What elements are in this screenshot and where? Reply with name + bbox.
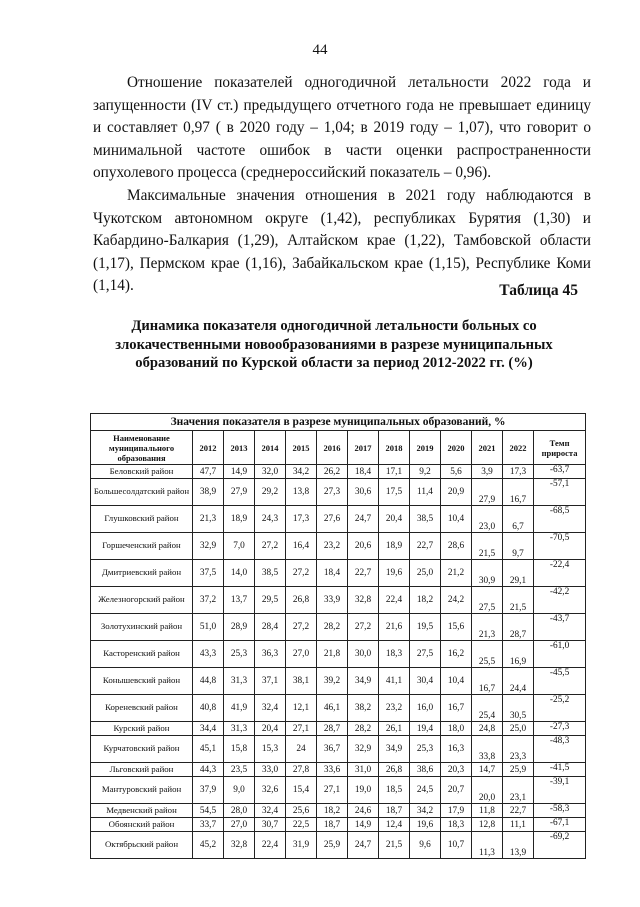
- row-value: 9,6: [410, 832, 441, 859]
- row-value: 37,5: [193, 560, 224, 587]
- row-value: 39,2: [317, 668, 348, 695]
- row-value: 12,1: [286, 695, 317, 722]
- row-value: 25,3: [224, 641, 255, 668]
- row-value: 28,2: [348, 722, 379, 736]
- row-tempo: -68,5: [534, 506, 586, 533]
- table-row: [91, 614, 586, 641]
- row-value: 27,9: [472, 479, 503, 506]
- row-value: 54,5: [193, 804, 224, 818]
- row-value: 25,6: [286, 804, 317, 818]
- row-value: 24,5: [410, 777, 441, 804]
- row-value: 40,8: [193, 695, 224, 722]
- row-value: 38,6: [410, 763, 441, 777]
- row-value: 14,7: [472, 763, 503, 777]
- row-value: 16,7: [503, 479, 534, 506]
- row-value: 15,8: [224, 736, 255, 763]
- row-tempo: -27,3: [534, 722, 586, 736]
- row-value: 10,4: [441, 506, 472, 533]
- row-value: 27,0: [224, 818, 255, 832]
- row-value: 27,5: [410, 641, 441, 668]
- row-value: 34,9: [379, 736, 410, 763]
- row-value: 20,0: [472, 777, 503, 804]
- row-value: 27,3: [317, 479, 348, 506]
- row-value: 33,8: [472, 736, 503, 763]
- row-value: 38,5: [410, 506, 441, 533]
- col-header-tempo: Темп прироста: [534, 431, 586, 465]
- row-value: 9,2: [410, 465, 441, 479]
- row-name: Кореневский район: [91, 695, 193, 722]
- row-value: 16,4: [286, 533, 317, 560]
- row-value: 21,5: [379, 832, 410, 859]
- row-value: 18,9: [379, 533, 410, 560]
- col-header-year: 2014: [255, 431, 286, 465]
- row-value: 28,6: [441, 533, 472, 560]
- row-value: 25,3: [410, 736, 441, 763]
- row-value: 28,4: [255, 614, 286, 641]
- row-value: 18,3: [441, 818, 472, 832]
- row-value: 26,8: [286, 587, 317, 614]
- row-value: 33,9: [317, 587, 348, 614]
- row-name: Золотухинский район: [91, 614, 193, 641]
- row-value: 18,7: [317, 818, 348, 832]
- row-tempo: -43,7: [534, 614, 586, 641]
- row-name: Мантуровский район: [91, 777, 193, 804]
- row-value: 16,2: [441, 641, 472, 668]
- row-tempo: -25,2: [534, 695, 586, 722]
- row-value: 16,3: [441, 736, 472, 763]
- row-name: Беловский район: [91, 465, 193, 479]
- row-value: 23,2: [379, 695, 410, 722]
- row-value: 25,9: [317, 832, 348, 859]
- row-value: 24,3: [255, 506, 286, 533]
- row-value: 19,6: [379, 560, 410, 587]
- row-value: 51,0: [193, 614, 224, 641]
- row-value: 23,0: [472, 506, 503, 533]
- row-value: 21,5: [503, 587, 534, 614]
- row-value: 32,6: [255, 777, 286, 804]
- col-header-year: 2013: [224, 431, 255, 465]
- row-value: 19,6: [410, 818, 441, 832]
- table-row: [91, 465, 586, 479]
- row-value: 27,2: [286, 614, 317, 641]
- row-name: Курский район: [91, 722, 193, 736]
- row-value: 20,4: [379, 506, 410, 533]
- row-value: 37,9: [193, 777, 224, 804]
- row-value: 32,4: [255, 695, 286, 722]
- row-value: 21,6: [379, 614, 410, 641]
- row-name: Конышевский район: [91, 668, 193, 695]
- table-row: [91, 804, 586, 818]
- row-value: 18,0: [441, 722, 472, 736]
- row-value: 30,5: [503, 695, 534, 722]
- table-row: [91, 506, 586, 533]
- row-tempo: -69,2: [534, 832, 586, 859]
- row-value: 16,9: [503, 641, 534, 668]
- row-value: 45,1: [193, 736, 224, 763]
- row-value: 18,4: [317, 560, 348, 587]
- row-tempo: -57,1: [534, 479, 586, 506]
- col-header-year: 2012: [193, 431, 224, 465]
- row-value: 29,1: [503, 560, 534, 587]
- row-value: 28,0: [224, 804, 255, 818]
- row-value: 18,2: [317, 804, 348, 818]
- row-tempo: -45,5: [534, 668, 586, 695]
- row-value: 23,2: [317, 533, 348, 560]
- row-value: 23,3: [503, 736, 534, 763]
- row-value: 44,8: [193, 668, 224, 695]
- row-value: 28,7: [317, 722, 348, 736]
- row-tempo: -63,7: [534, 465, 586, 479]
- row-value: 11,3: [472, 832, 503, 859]
- row-value: 44,3: [193, 763, 224, 777]
- row-value: 34,9: [348, 668, 379, 695]
- row-value: 11,4: [410, 479, 441, 506]
- row-value: 37,2: [193, 587, 224, 614]
- table-row: [91, 722, 586, 736]
- row-value: 43,3: [193, 641, 224, 668]
- row-value: 45,2: [193, 832, 224, 859]
- row-value: 38,9: [193, 479, 224, 506]
- row-value: 31,0: [348, 763, 379, 777]
- row-value: 20,7: [441, 777, 472, 804]
- row-value: 13,9: [503, 832, 534, 859]
- row-value: 27,2: [286, 560, 317, 587]
- row-value: 15,6: [441, 614, 472, 641]
- row-name: Горшеченский район: [91, 533, 193, 560]
- row-value: 21,8: [317, 641, 348, 668]
- row-value: 17,1: [379, 465, 410, 479]
- row-value: 30,0: [348, 641, 379, 668]
- row-value: 30,6: [348, 479, 379, 506]
- row-value: 25,5: [472, 641, 503, 668]
- row-name: Глушковский район: [91, 506, 193, 533]
- row-value: 25,9: [503, 763, 534, 777]
- row-value: 11,8: [472, 804, 503, 818]
- row-name: Курчатовский район: [91, 736, 193, 763]
- row-value: 32,9: [193, 533, 224, 560]
- paragraph-2: Максимальные значения отношения в 2021 году наблюдаются в Чукотском автономном округе (1,42), республиках Бурятия (1,30) и Кабардино-Балкария (1,29), Алтайском крае (1,22), Тамбовской области (1,17), Пермском крае (1,16), Забайкальском крае (1,15), Республике Коми (1,14).: [93, 187, 591, 294]
- row-value: 18,2: [410, 587, 441, 614]
- row-value: 33,7: [193, 818, 224, 832]
- row-value: 41,1: [379, 668, 410, 695]
- row-value: 25,0: [503, 722, 534, 736]
- row-value: 28,7: [503, 614, 534, 641]
- table-row: [91, 668, 586, 695]
- table-row: [91, 736, 586, 763]
- row-value: 11,1: [503, 818, 534, 832]
- row-value: 23,1: [503, 777, 534, 804]
- row-value: 18,7: [379, 804, 410, 818]
- col-header-year: 2022: [503, 431, 534, 465]
- row-value: 15,3: [255, 736, 286, 763]
- row-value: 20,3: [441, 763, 472, 777]
- row-tempo: -61,0: [534, 641, 586, 668]
- row-tempo: -58,3: [534, 804, 586, 818]
- row-value: 18,5: [379, 777, 410, 804]
- row-value: 24: [286, 736, 317, 763]
- row-name: Большесолдатский район: [91, 479, 193, 506]
- row-value: 26,8: [379, 763, 410, 777]
- row-value: 29,2: [255, 479, 286, 506]
- row-value: 27,5: [472, 587, 503, 614]
- row-tempo: -48,3: [534, 736, 586, 763]
- row-value: 24,2: [441, 587, 472, 614]
- row-value: 46,1: [317, 695, 348, 722]
- col-header-name: Наименование муниципального образования: [91, 431, 193, 465]
- row-value: 27,0: [286, 641, 317, 668]
- row-tempo: -22,4: [534, 560, 586, 587]
- table-row: [91, 533, 586, 560]
- row-value: 26,1: [379, 722, 410, 736]
- row-value: 27,9: [224, 479, 255, 506]
- table-row: [91, 818, 586, 832]
- row-value: 38,2: [348, 695, 379, 722]
- table-main-header: Значения показателя в разрезе муниципальных образований, %: [91, 414, 586, 431]
- row-name: Медвенский район: [91, 804, 193, 818]
- row-value: 38,5: [255, 560, 286, 587]
- row-tempo: -42,2: [534, 587, 586, 614]
- row-value: 28,2: [317, 614, 348, 641]
- page-number: 44: [312, 42, 328, 58]
- row-value: 22,4: [255, 832, 286, 859]
- table-row: [91, 777, 586, 804]
- row-value: 9,7: [503, 533, 534, 560]
- row-value: 30,7: [255, 818, 286, 832]
- row-tempo: -41,5: [534, 763, 586, 777]
- row-value: 22,7: [348, 560, 379, 587]
- row-value: 31,9: [286, 832, 317, 859]
- row-value: 33,6: [317, 763, 348, 777]
- row-value: 34,4: [193, 722, 224, 736]
- row-value: 29,5: [255, 587, 286, 614]
- table-row: [91, 560, 586, 587]
- row-name: Льговский район: [91, 763, 193, 777]
- row-value: 47,7: [193, 465, 224, 479]
- row-value: 20,9: [441, 479, 472, 506]
- row-value: 18,3: [379, 641, 410, 668]
- row-value: 10,4: [441, 668, 472, 695]
- row-value: 33,0: [255, 763, 286, 777]
- row-value: 24,8: [472, 722, 503, 736]
- row-value: 15,4: [286, 777, 317, 804]
- row-value: 19,0: [348, 777, 379, 804]
- row-value: 31,3: [224, 668, 255, 695]
- row-value: 21,2: [441, 560, 472, 587]
- lethality-table: [90, 413, 586, 859]
- row-value: 25,0: [410, 560, 441, 587]
- row-value: 30,4: [410, 668, 441, 695]
- row-value: 34,2: [410, 804, 441, 818]
- row-value: 32,4: [255, 804, 286, 818]
- row-value: 14,9: [224, 465, 255, 479]
- row-value: 12,8: [472, 818, 503, 832]
- row-value: 27,1: [286, 722, 317, 736]
- table-title: Динамика показателя одногодичной летальности больных со злокачественными новообразованиями в разрезе муниципальных образований по Курской области за период 2012-2022 гг. (%): [115, 318, 553, 371]
- row-value: 16,7: [441, 695, 472, 722]
- row-value: 18,9: [224, 506, 255, 533]
- col-header-year: 2015: [286, 431, 317, 465]
- row-value: 17,3: [286, 506, 317, 533]
- row-value: 32,0: [255, 465, 286, 479]
- row-value: 17,3: [503, 465, 534, 479]
- row-value: 21,3: [193, 506, 224, 533]
- row-tempo: -39,1: [534, 777, 586, 804]
- paragraph-1: Отношение показателей одногодичной летальности 2022 года и запущенности (IV ст.) предыдущего отчетного года не превышает единицу и составляет 0,97 ( в 2020 году – 1,04; в 2019 году – 1,07), что говорит о минимальной частоте ошибок в части оценки распространенности опухолевого процесса (среднероссийский показатель – 0,96).: [93, 74, 591, 181]
- row-value: 24,6: [348, 804, 379, 818]
- row-value: 34,2: [286, 465, 317, 479]
- row-name: Железногорский район: [91, 587, 193, 614]
- table-row: [91, 832, 586, 859]
- row-value: 12,4: [379, 818, 410, 832]
- row-tempo: -70,5: [534, 533, 586, 560]
- row-value: 18,4: [348, 465, 379, 479]
- row-value: 19,4: [410, 722, 441, 736]
- row-value: 25,4: [472, 695, 503, 722]
- row-value: 30,9: [472, 560, 503, 587]
- row-value: 20,6: [348, 533, 379, 560]
- row-value: 9,0: [224, 777, 255, 804]
- col-header-year: 2017: [348, 431, 379, 465]
- col-header-year: 2020: [441, 431, 472, 465]
- table-row: [91, 587, 586, 614]
- row-value: 24,7: [348, 832, 379, 859]
- row-name: Обоянский район: [91, 818, 193, 832]
- col-header-year: 2018: [379, 431, 410, 465]
- row-value: 32,8: [348, 587, 379, 614]
- row-value: 27,2: [255, 533, 286, 560]
- col-header-year: 2019: [410, 431, 441, 465]
- row-value: 37,1: [255, 668, 286, 695]
- row-value: 22,4: [379, 587, 410, 614]
- row-value: 23,5: [224, 763, 255, 777]
- row-value: 13,8: [286, 479, 317, 506]
- row-value: 26,2: [317, 465, 348, 479]
- row-value: 16,7: [472, 668, 503, 695]
- row-value: 3,9: [472, 465, 503, 479]
- table-row: [91, 479, 586, 506]
- row-value: 31,3: [224, 722, 255, 736]
- row-tempo: -67,1: [534, 818, 586, 832]
- row-value: 21,5: [472, 533, 503, 560]
- row-value: 5,6: [441, 465, 472, 479]
- row-value: 36,7: [317, 736, 348, 763]
- row-value: 32,8: [224, 832, 255, 859]
- table-row: [91, 641, 586, 668]
- row-value: 16,0: [410, 695, 441, 722]
- row-name: Касторенский район: [91, 641, 193, 668]
- row-value: 27,1: [317, 777, 348, 804]
- col-header-year: 2016: [317, 431, 348, 465]
- row-value: 27,8: [286, 763, 317, 777]
- row-value: 14,0: [224, 560, 255, 587]
- row-value: 27,6: [317, 506, 348, 533]
- row-value: 22,5: [286, 818, 317, 832]
- table-label: Таблица 45: [499, 282, 578, 299]
- row-value: 36,3: [255, 641, 286, 668]
- row-value: 24,4: [503, 668, 534, 695]
- row-value: 32,9: [348, 736, 379, 763]
- row-value: 7,0: [224, 533, 255, 560]
- row-value: 13,7: [224, 587, 255, 614]
- row-value: 22,7: [410, 533, 441, 560]
- row-value: 14,9: [348, 818, 379, 832]
- row-value: 27,2: [348, 614, 379, 641]
- row-value: 10,7: [441, 832, 472, 859]
- row-value: 38,1: [286, 668, 317, 695]
- col-header-year: 2021: [472, 431, 503, 465]
- table-row: [91, 763, 586, 777]
- row-value: 17,9: [441, 804, 472, 818]
- row-value: 41,9: [224, 695, 255, 722]
- row-value: 6,7: [503, 506, 534, 533]
- row-value: 28,9: [224, 614, 255, 641]
- row-value: 20,4: [255, 722, 286, 736]
- row-name: Октябрьский район: [91, 832, 193, 859]
- row-value: 22,7: [503, 804, 534, 818]
- row-value: 17,5: [379, 479, 410, 506]
- row-value: 24,7: [348, 506, 379, 533]
- row-name: Дмитриевский район: [91, 560, 193, 587]
- row-value: 21,3: [472, 614, 503, 641]
- row-value: 19,5: [410, 614, 441, 641]
- table-row: [91, 695, 586, 722]
